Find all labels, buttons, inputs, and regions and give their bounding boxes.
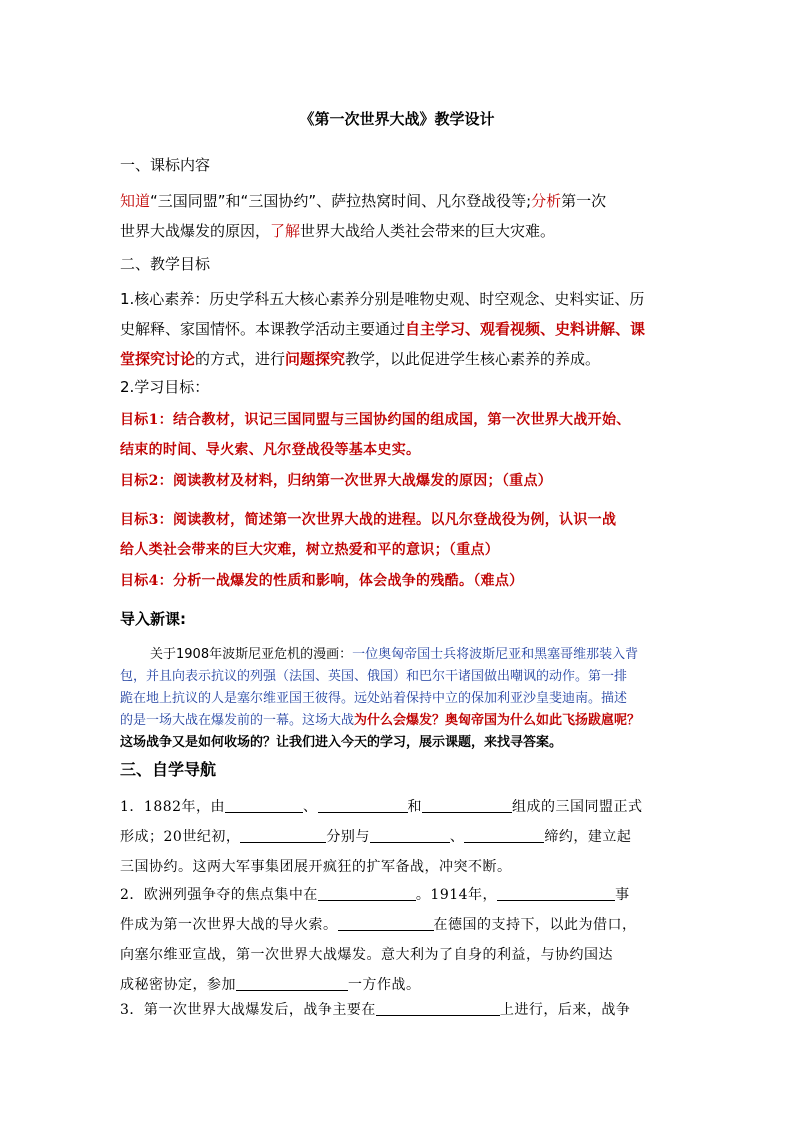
keyword-know: 知道 (120, 192, 151, 210)
keyword-analyze: 分析 (531, 192, 562, 210)
question-text: 、 (303, 799, 318, 815)
question-text: 件成为第一次世界大战的导火索。 (120, 917, 338, 933)
section-heading-objectives: 二、教学目标 (120, 255, 211, 273)
question-text: 分别与 (326, 829, 370, 845)
question-text: 向塞尔维亚宣战，第一次世界大战爆发。意大利为了自身的利益，与协约国达 (120, 947, 613, 963)
method-highlight: 堂探究讨论 (120, 350, 196, 368)
question-1 (120, 792, 690, 882)
intro-text-blue: 包，并且向表示抗议的列强（法国、英国、俄国）和巴尔干诸国做出嘲讽的动作。第一排 (120, 669, 628, 684)
fill-blank[interactable] (497, 884, 615, 901)
intro-text-blue: 的是一场大战在爆发前的一幕。这场大战 (120, 713, 355, 728)
question-text: 三国协约。这两大军事集团展开疯狂的扩军备战，冲突不断。 (120, 859, 512, 875)
intro-text-blue: 跪在地上抗议的人是塞尔维亚国王彼得。远处站着保持中立的保加利亚沙皇斐迪南。描述 (120, 691, 628, 706)
goal-line: 目标1：结合教材，识记三国同盟与三国协约国的组成国，第一次世界大战开始、 (120, 412, 631, 428)
fill-blank[interactable] (236, 974, 348, 991)
curriculum-text: 第一次 (561, 192, 607, 210)
question-text: 在德国的支持下，以此为借口， (433, 917, 637, 933)
fill-blank[interactable] (318, 884, 416, 901)
learning-goals-label: 2.学习目标： (120, 378, 210, 396)
intro-heading: 导入新课: (120, 610, 186, 628)
goal-1 (120, 405, 690, 465)
question-text: 上进行，后来，战争 (499, 1002, 631, 1018)
question-text: 事 (615, 887, 630, 903)
section-heading-self-study: 三、自学导航 (120, 760, 217, 779)
curriculum-text: 世界大战爆发的原因， (120, 222, 271, 240)
core-literacy-paragraph (120, 284, 680, 374)
question-text: 2．欧洲列强争夺的焦点集中在 (120, 887, 318, 903)
core-literacy-line: 1.核心素养：历史学科五大核心素养分别是唯物史观、时空观念、史料实证、历 (120, 290, 645, 308)
keyword-understand: 了解 (270, 222, 301, 240)
question-3 (120, 995, 690, 1025)
question-text: 。1914年， (415, 887, 498, 903)
fill-blank[interactable] (464, 826, 544, 843)
page-title: 《第一次世界大战》教学设计 (299, 110, 495, 128)
intro-text: 关于1908年波斯尼亚危机的漫画： (150, 647, 353, 662)
question-text: 和 (407, 799, 423, 815)
question-text: 1．1882年，由 (120, 799, 226, 815)
intro-question-highlight: 为什么会爆发？奥匈帝国为什么如此飞扬跋扈呢？ (354, 713, 641, 728)
question-text: 组成的三国同盟正式 (512, 799, 643, 815)
question-text: 、 (449, 829, 465, 845)
question-text: 形成；20世纪初， (120, 829, 241, 845)
fill-blank[interactable] (225, 796, 303, 813)
curriculum-text: 世界大战给人类社会带来的巨大灾难。 (300, 222, 556, 240)
question-text: 3．第一次世界大战爆发后，战争主要在 (120, 1002, 376, 1018)
fill-blank[interactable] (422, 796, 512, 813)
goal-line: 目标4：分析一战爆发的性质和影响，体会战争的残酷。（难点） (120, 573, 524, 589)
goal-line: 目标2：阅读教材及材料，归纳第一次世界大战爆发的原因；（重点） (120, 473, 553, 489)
goal-line: 结束的时间、导火索、凡尔登战役等基本史实。 (120, 442, 421, 458)
intro-text-blue: 一位奥匈帝国士兵将波斯尼亚和黑塞哥维那装入背 (352, 647, 639, 662)
question-text: 成秘密协定，参加 (120, 977, 236, 993)
goal-3 (120, 505, 690, 565)
curriculum-paragraph (120, 186, 680, 246)
intro-paragraph (120, 644, 680, 754)
question-2 (120, 880, 690, 1000)
goal-2 (120, 466, 690, 496)
goal-line: 给人类社会带来的巨大灾难，树立热爱和平的意识；（重点） (120, 542, 500, 558)
fill-blank[interactable] (338, 914, 434, 931)
goal-line: 目标3：阅读教材，简述第一次世界大战的进程。以凡尔登战役为例，认识一战 (120, 512, 617, 528)
goal-4 (120, 566, 690, 596)
fill-blank[interactable] (318, 796, 408, 813)
question-text: 一方作战。 (348, 977, 421, 993)
fill-blank[interactable] (370, 826, 450, 843)
method-highlight: 问题探究 (285, 350, 346, 368)
core-literacy-text: 史解释、家国情怀。本课教学活动主要通过 (120, 320, 406, 338)
curriculum-text: “三国同盟”和“三国协约”、萨拉热窝时间、凡尔登战役等; (150, 192, 532, 210)
core-literacy-text: 教学，以此促进学生核心素养的养成。 (345, 350, 601, 368)
intro-text-bold: 这场战争又是如何收场的？让我们进入今天的学习，展示课题，来找寻答案。 (120, 735, 563, 750)
fill-blank[interactable] (240, 826, 326, 843)
fill-blank[interactable] (376, 999, 500, 1016)
core-literacy-text: 的方式，进行 (195, 350, 286, 368)
method-highlight: 自主学习、观看视频、史料讲解、课 (405, 320, 646, 338)
section-heading-curriculum: 一、课标内容 (120, 156, 211, 174)
question-text: 缔约，建立起 (544, 829, 632, 845)
